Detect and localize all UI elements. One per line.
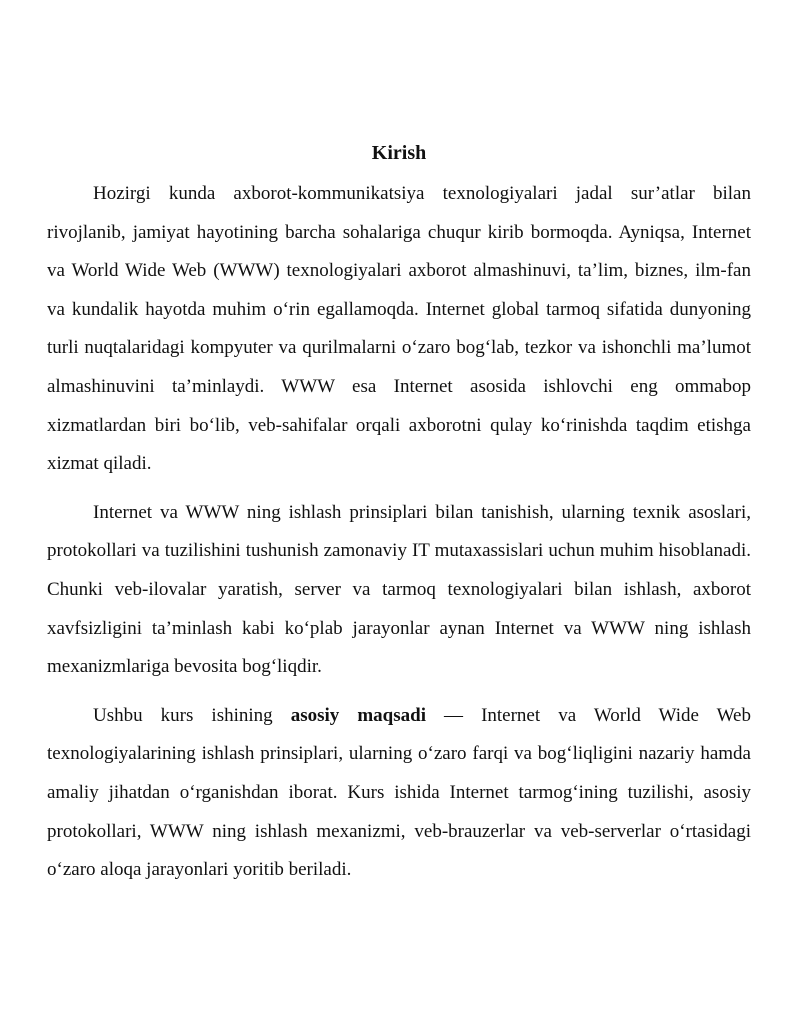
paragraph-2: Internet va WWW ning ishlash prinsiplari bilan tanishish, ularning texnik asoslari, protokollari va tuzilishini tushunish zamonaviy IT mutaxassislari uchun muhim hisoblanadi. Chunki veb-ilovalar yaratish, server va tarmoq texnologiyalari bilan ishlash, axborot xavfsizligini ta’minlash kabi ko‘plab jarayonlar aynan Internet va WWW ning ishlash mexanizmlariga bevosita bog‘liqdir. bbox=[47, 501, 751, 678]
paragraph-3-emphasis: asosiy maqsadi bbox=[290, 704, 426, 726]
paragraph-3 bbox=[47, 697, 751, 890]
paragraph-3-lead: Ushbu kurs ishining bbox=[93, 704, 291, 726]
paragraph-3-rest: — Internet va World Wide Web texnologiyalarining ishlash prinsiplari, ularning o‘zaro farqi va bog‘liqligini nazariy hamda amaliy jihatdan o‘rganishdan iborat. Kurs ishida Internet tarmog‘ining tuzilishi, asosiy protokollari, WWW ning ishlash mexanizmi, veb-brauzerlar va veb-serverlar o‘rtasidagi o‘zaro aloqa jarayonlari yoritib beriladi. bbox=[47, 704, 751, 881]
paragraph-1: Hozirgi kunda axborot-kommunikatsiya texnologiyalari jadal sur’atlar bilan rivojlanib, jamiyat hayotining barcha sohalariga chuqur kirib bormoqda. Ayniqsa, Internet va World Wide Web (WWW) texnologiyalari axborot almashinuvi, ta’lim, biznes, ilm-fan va kundalik hayotda muhim o‘rin egallamoqda. Internet global tarmoq sifatida dunyoning turli nuqtalaridagi kompyuter va qurilmalarni o‘zaro bog‘lab, tezkor va ishonchli ma’lumot almashinuvini ta’minlaydi. WWW esa Internet asosida ishlovchi eng ommabop xizmatlardan biri bo‘lib, veb-sahifalar orqali axborotni qulay ko‘rinishda taqdim etishga xizmat qiladi. bbox=[47, 183, 751, 475]
section-title: Kirish bbox=[371, 142, 427, 164]
document-page bbox=[47, 137, 751, 900]
